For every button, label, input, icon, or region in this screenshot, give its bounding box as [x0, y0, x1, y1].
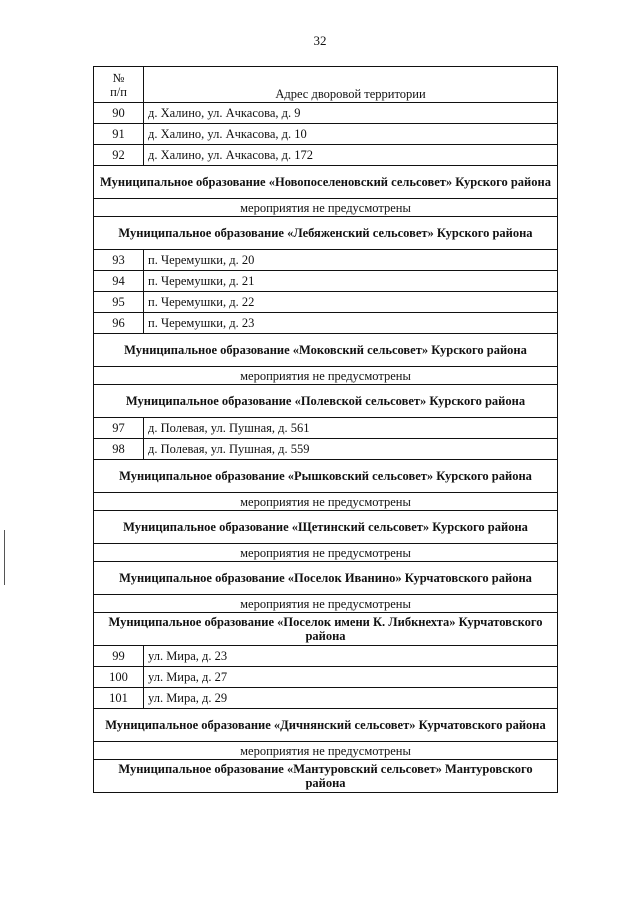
row-address: д. Халино, ул. Ачкасова, д. 10 [144, 124, 558, 145]
row-number: 96 [94, 313, 144, 334]
no-measures-note: мероприятия не предусмотрены [94, 742, 558, 760]
row-number: 94 [94, 271, 144, 292]
table-row [94, 418, 558, 439]
table-row [94, 124, 558, 145]
municipality-name: Муниципальное образование «Новопоселеновский сельсовет» Курского района [94, 166, 558, 199]
municipality-header-row [94, 511, 558, 544]
row-address: д. Полевая, ул. Пушная, д. 559 [144, 439, 558, 460]
municipality-name: Муниципальное образование «Рышковский сельсовет» Курского района [94, 460, 558, 493]
no-measures-row [94, 367, 558, 385]
table-header-row [94, 67, 558, 103]
table-row [94, 646, 558, 667]
address-table-body [94, 67, 558, 793]
header-address-cell: Адрес дворовой территории [144, 67, 558, 103]
address-table [93, 66, 558, 793]
row-address: д. Халино, ул. Ачкасова, д. 172 [144, 145, 558, 166]
row-number: 93 [94, 250, 144, 271]
no-measures-note: мероприятия не предусмотрены [94, 367, 558, 385]
row-address: д. Полевая, ул. Пушная, д. 561 [144, 418, 558, 439]
no-measures-row [94, 493, 558, 511]
table-row [94, 667, 558, 688]
no-measures-note: мероприятия не предусмотрены [94, 493, 558, 511]
row-address: ул. Мира, д. 29 [144, 688, 558, 709]
municipality-name: Муниципальное образование «Дичнянский сельсовет» Курчатовского района [94, 709, 558, 742]
municipality-name: Муниципальное образование «Мантуровский сельсовет» Мантуровского района [94, 760, 558, 793]
municipality-name: Муниципальное образование «Моковский сельсовет» Курского района [94, 334, 558, 367]
municipality-header-row [94, 166, 558, 199]
table-row [94, 313, 558, 334]
municipality-name: Муниципальное образование «Поселок Иванино» Курчатовского района [94, 562, 558, 595]
row-address: п. Черемушки, д. 20 [144, 250, 558, 271]
municipality-name: Муниципальное образование «Поселок имени К. Либкнехта» Курчатовского района [94, 613, 558, 646]
no-measures-row [94, 595, 558, 613]
scan-margin-line [4, 530, 5, 585]
row-address: п. Черемушки, д. 22 [144, 292, 558, 313]
no-measures-note: мероприятия не предусмотрены [94, 544, 558, 562]
row-number: 92 [94, 145, 144, 166]
municipality-name: Муниципальное образование «Щетинский сельсовет» Курского района [94, 511, 558, 544]
row-number: 91 [94, 124, 144, 145]
no-measures-row [94, 199, 558, 217]
no-measures-row [94, 742, 558, 760]
row-number: 98 [94, 439, 144, 460]
row-number: 100 [94, 667, 144, 688]
row-address: ул. Мира, д. 23 [144, 646, 558, 667]
row-number: 101 [94, 688, 144, 709]
header-number-cell [94, 67, 144, 103]
row-address: п. Черемушки, д. 23 [144, 313, 558, 334]
table-row [94, 688, 558, 709]
page-number: 32 [313, 33, 327, 48]
header-number-sign: № [112, 70, 125, 85]
municipality-name: Муниципальное образование «Полевской сельсовет» Курского района [94, 385, 558, 418]
table-row [94, 439, 558, 460]
municipality-header-row [94, 334, 558, 367]
row-number: 95 [94, 292, 144, 313]
municipality-header-row [94, 613, 558, 646]
table-row [94, 271, 558, 292]
municipality-header-row [94, 385, 558, 418]
row-number: 97 [94, 418, 144, 439]
row-number: 99 [94, 646, 144, 667]
table-row [94, 103, 558, 124]
no-measures-note: мероприятия не предусмотрены [94, 199, 558, 217]
no-measures-row [94, 544, 558, 562]
row-address: п. Черемушки, д. 21 [144, 271, 558, 292]
row-address: ул. Мира, д. 27 [144, 667, 558, 688]
municipality-header-row [94, 460, 558, 493]
table-row [94, 145, 558, 166]
table-row [94, 292, 558, 313]
municipality-header-row [94, 562, 558, 595]
no-measures-note: мероприятия не предусмотрены [94, 595, 558, 613]
table-row [94, 250, 558, 271]
municipality-name: Муниципальное образование «Лебяженский сельсовет» Курского района [94, 217, 558, 250]
row-number: 90 [94, 103, 144, 124]
municipality-header-row [94, 217, 558, 250]
row-address: д. Халино, ул. Ачкасова, д. 9 [144, 103, 558, 124]
municipality-header-row [94, 760, 558, 793]
header-number-abbrev: п/п [110, 84, 127, 99]
municipality-header-row [94, 709, 558, 742]
